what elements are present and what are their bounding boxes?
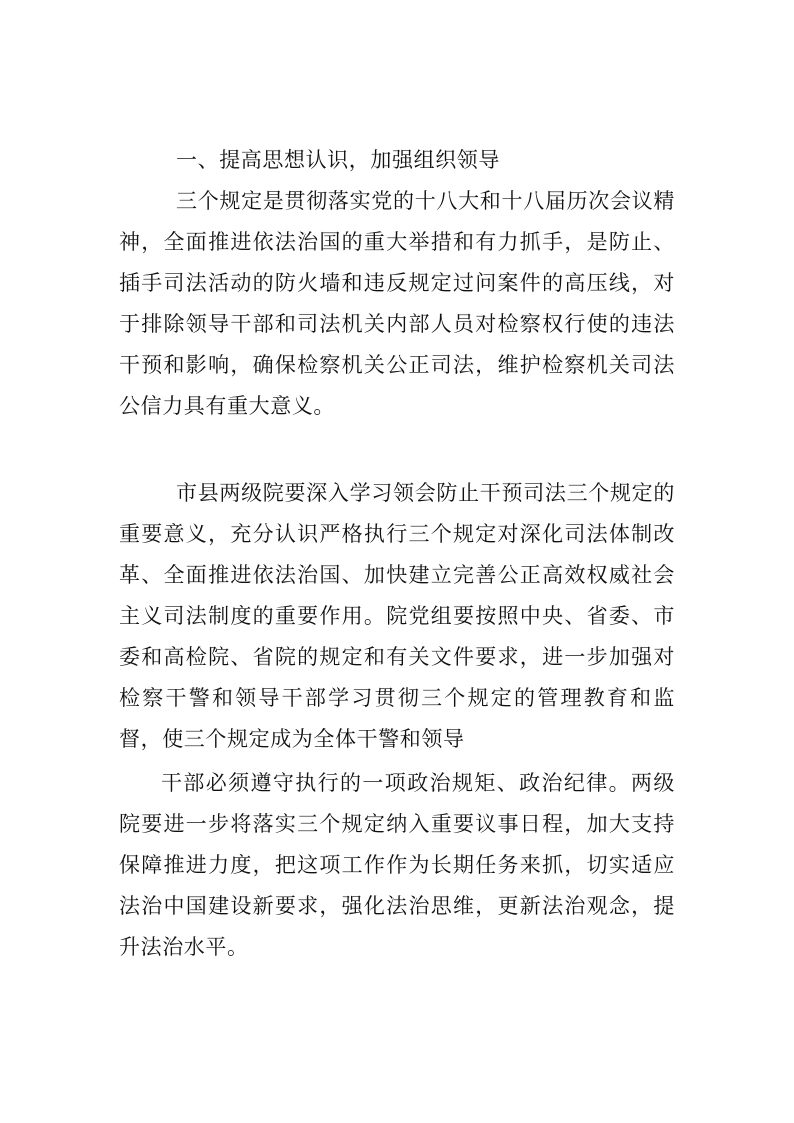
- paragraph-2: 市县两级院要深入学习领会防止干预司法三个规定的重要意义，充分认识严格执行三个规定对深化司法体制改革、全面推进依法治国、加快建立完善公正高效权威社会主义司法制度的重要作用。院党组要按照中央、省委、市委和高检院、省院的规定和有关文件要求，进一步加强对检察干警和领导干部学习贯彻三个规定的管理教育和监督，使三个规定成为全体干警和领导: [119, 481, 675, 751]
- section-heading: 一、提高思想认识，加强组织领导: [176, 148, 500, 172]
- paragraph-3: 干部必须遵守执行的一项政治规矩、政治纪律。两级院要进一步将落实三个规定纳入重要议事日程，加大支持保障推进力度，把这项工作作为长期任务来抓，切实适应法治中国建设新要求，强化法治思维，更新法治观念，提升法治水平。: [119, 771, 675, 959]
- paragraph-1: 三个规定是贯彻落实党的十八大和十八届历次会议精神，全面推进依法治国的重大举措和有力抓手，是防止、插手司法活动的防火墙和违反规定过问案件的高压线，对于排除领导干部和司法机关内部人员对检察权行使的违法干预和影响，确保检察机关公正司法，维护检察机关司法公信力具有重大意义。: [119, 189, 675, 418]
